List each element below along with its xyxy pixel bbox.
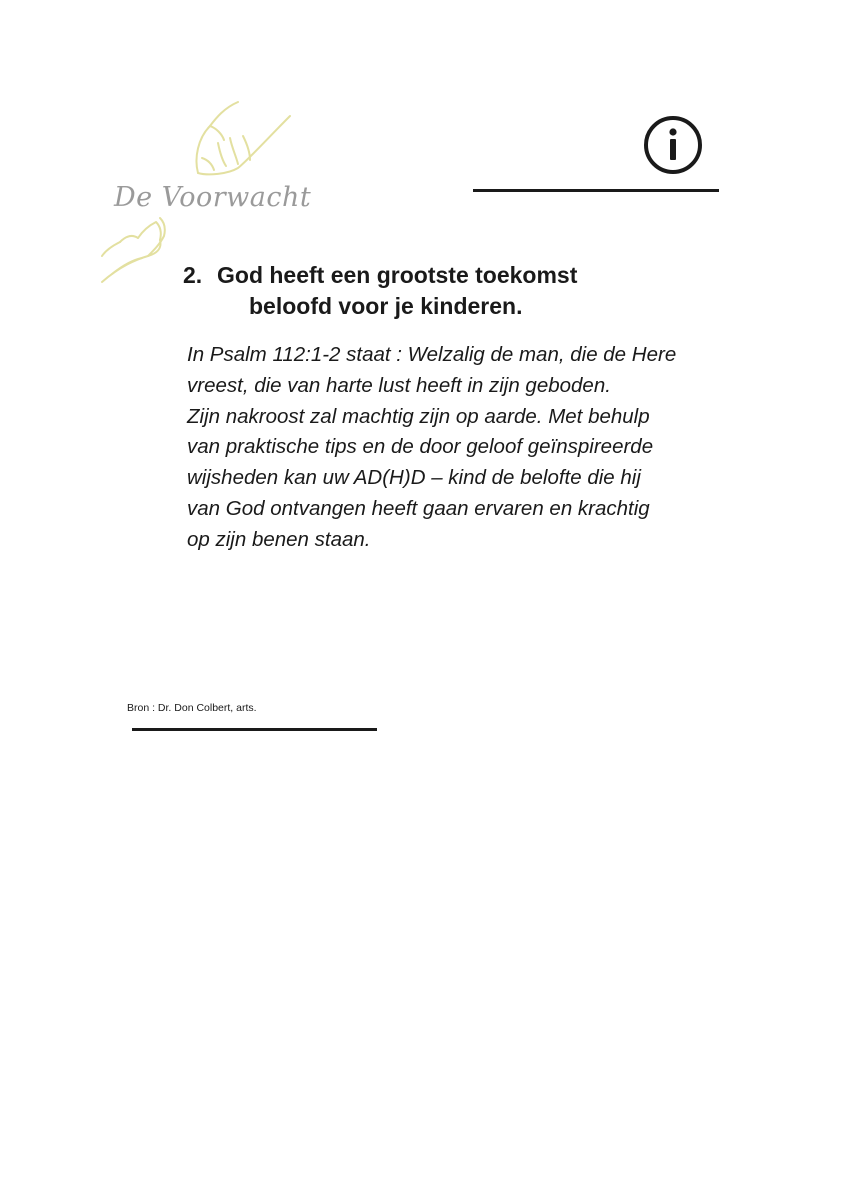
body-line: op zijn benen staan. xyxy=(187,527,371,551)
body-line: wijsheden kan uw AD(H)D – kind de belofte die hij xyxy=(187,466,641,490)
body-line: In Psalm 112:1-2 staat : Welzalig de man, die de Here xyxy=(187,343,677,366)
section-number: 2. xyxy=(183,262,203,288)
footer-divider xyxy=(132,728,377,731)
header-divider xyxy=(473,189,719,192)
section-title-line2: beloofd voor je kinderen. xyxy=(249,293,523,319)
section-title-line1: God heeft een grootste toekomst xyxy=(217,262,578,288)
body-paragraph xyxy=(187,340,707,556)
source-citation: Bron : Dr. Don Colbert, arts. xyxy=(127,702,257,714)
section-heading xyxy=(183,260,703,322)
info-circle-icon xyxy=(643,115,703,175)
body-line: van God ontvangen heeft gaan ervaren en krachtig xyxy=(187,496,650,520)
body-line: van praktische tips en de door geloof geïnspireerde xyxy=(187,435,654,459)
body-line: vreest, die van harte lust heeft in zijn geboden. xyxy=(187,373,611,397)
body-line: Zijn nakroost zal machtig zijn op aarde. Met behulp xyxy=(187,404,650,428)
logo-text: De Voorwacht xyxy=(114,182,312,213)
